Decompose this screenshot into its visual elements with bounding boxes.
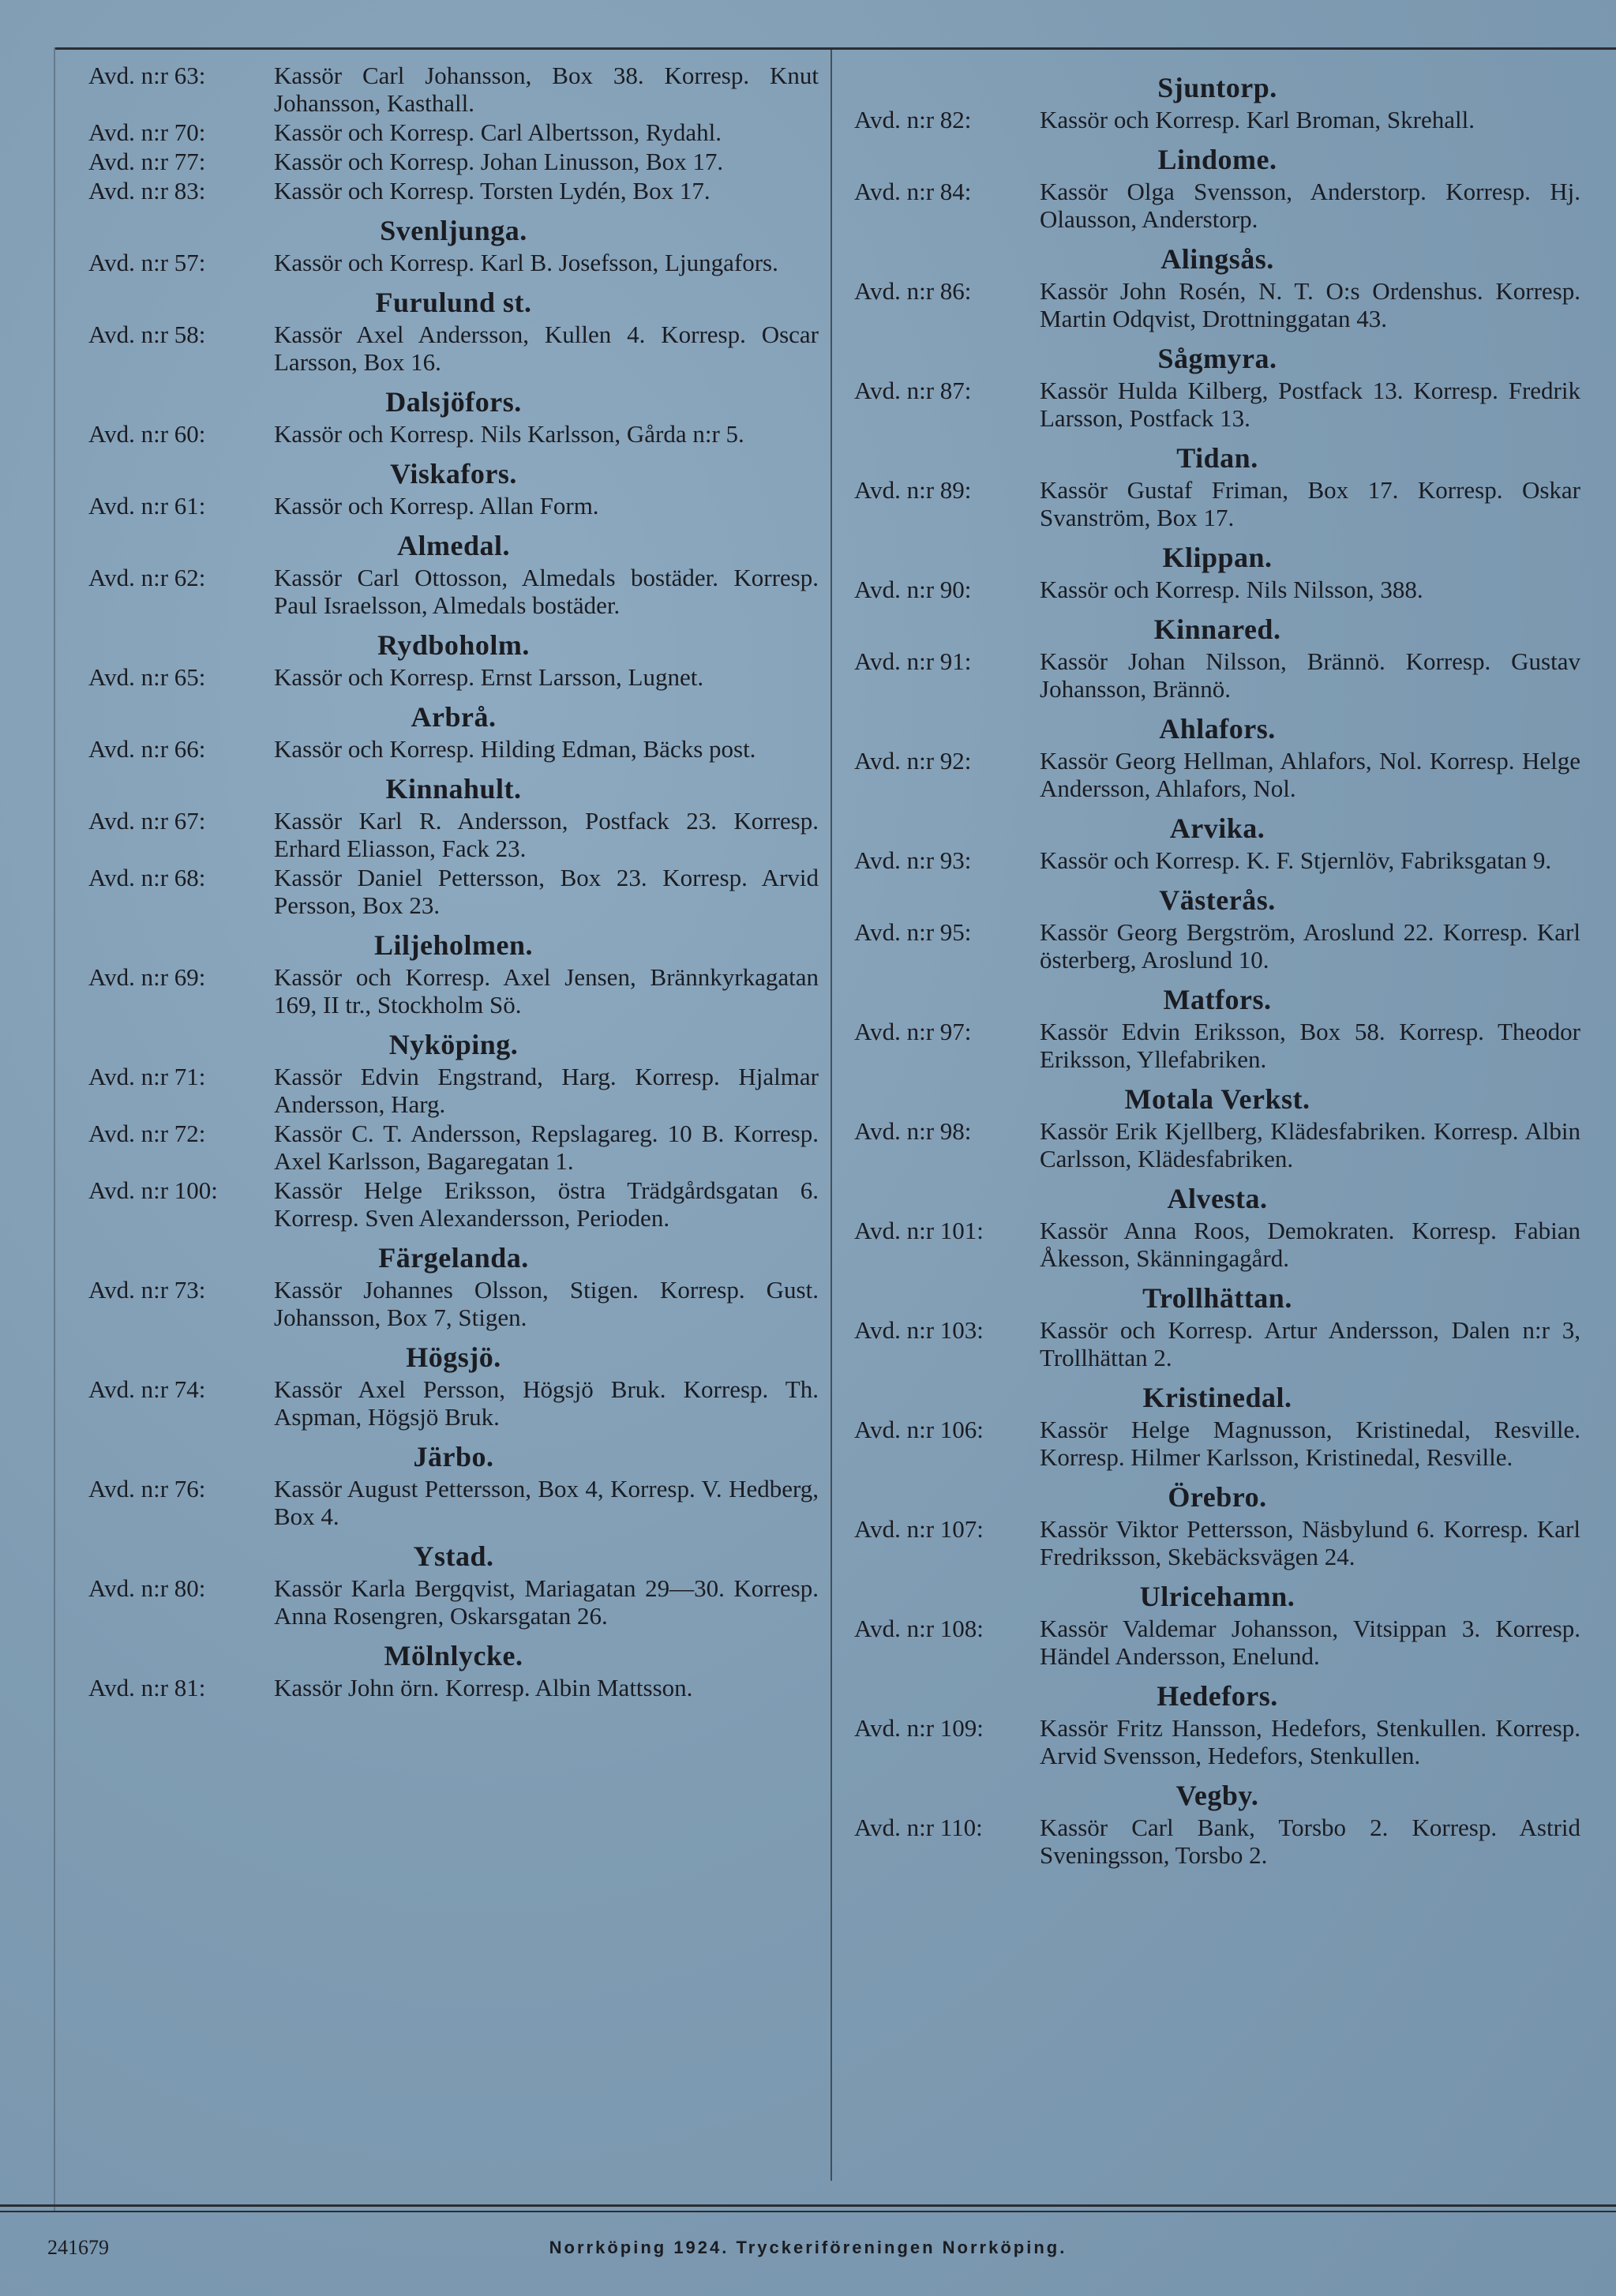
- branch-contacts: Kassör och Korresp. Torsten Lydén, Box 17.: [274, 177, 711, 204]
- branch-number: Avd. n:r 60:: [88, 420, 206, 448]
- branch-entry: [854, 476, 1580, 531]
- section-heading: Tidan.: [1176, 442, 1258, 474]
- branch-entry: [88, 963, 819, 1019]
- branch-entry: [854, 1714, 1580, 1769]
- section-heading: Rydboholm.: [377, 629, 530, 661]
- section-heading: Ulricehamn.: [1139, 1581, 1295, 1612]
- section-heading: Motala Verkst.: [1124, 1083, 1310, 1115]
- branch-contacts: Kassör Karla Bergqvist, Mariagatan 29—30. Korresp. Anna Rosengren, Oskarsgatan 26.: [274, 1574, 819, 1630]
- branch-entry: [854, 178, 1580, 233]
- branch-contacts: Kassör och Korresp. Ernst Larsson, Lugnet.: [274, 663, 704, 691]
- section-heading: Arbrå.: [411, 701, 497, 733]
- branch-number: Avd. n:r 95:: [854, 918, 972, 946]
- branch-entry: [88, 1674, 819, 1701]
- branch-contacts: Kassör och Korresp. Karl Broman, Skrehall.: [1040, 106, 1475, 133]
- branch-number: Avd. n:r 100:: [88, 1176, 218, 1204]
- branch-number: Avd. n:r 110:: [854, 1814, 983, 1841]
- branch-contacts: Kassör Johan Nilsson, Brännö. Korresp. Gustav Johansson, Brännö.: [1040, 647, 1580, 703]
- branch-entry: [854, 1316, 1580, 1371]
- branch-number: Avd. n:r 107:: [854, 1515, 984, 1543]
- branch-contacts: Kassör Georg Hellman, Ahlafors, Nol. Korresp. Helge Andersson, Ahlafors, Nol.: [1040, 747, 1580, 802]
- branch-contacts: Kassör C. T. Andersson, Repslagareg. 10 B. Korresp. Axel Karlsson, Bagaregatan 1.: [274, 1120, 819, 1175]
- branch-contacts: Kassör Fritz Hansson, Hedefors, Stenkullen. Korresp. Arvid Svensson, Hedefors, Stenkullen.: [1040, 1714, 1580, 1769]
- branch-number: Avd. n:r 101:: [854, 1217, 984, 1244]
- branch-contacts: Kassör Axel Persson, Högsjö Bruk. Korresp. Th. Aspman, Högsjö Bruk.: [274, 1375, 819, 1431]
- section-heading: Nyköping.: [388, 1029, 519, 1060]
- branch-entry: [854, 377, 1580, 432]
- branch-entry: [854, 918, 1580, 974]
- left-rule: [54, 47, 55, 2211]
- branch-entry: [854, 647, 1580, 703]
- section-heading: Liljeholmen.: [374, 929, 533, 961]
- branch-number: Avd. n:r 62:: [88, 564, 206, 591]
- branch-entry: [88, 118, 819, 146]
- branch-number: Avd. n:r 72:: [88, 1120, 206, 1147]
- section-heading: Kinnared.: [1153, 613, 1281, 645]
- branch-number: Avd. n:r 69:: [88, 963, 206, 991]
- branch-contacts: Kassör Carl Ottosson, Almedals bostäder. Korresp. Paul Israelsson, Almedals bostäder.: [274, 564, 819, 619]
- branch-contacts: Kassör och Korresp. Johan Linusson, Box 17.: [274, 148, 724, 175]
- branch-number: Avd. n:r 61:: [88, 492, 206, 520]
- branch-entry: [88, 1063, 819, 1118]
- section-heading: Västerås.: [1159, 884, 1276, 916]
- section-heading: Hedefors.: [1157, 1680, 1278, 1712]
- branch-entry: [854, 1018, 1580, 1073]
- branch-entry: [88, 1276, 819, 1331]
- top-rule: [55, 47, 1616, 50]
- branch-contacts: Kassör Anna Roos, Demokraten. Korresp. Fabian Åkesson, Skänningagård.: [1040, 1217, 1580, 1272]
- branch-number: Avd. n:r 70:: [88, 118, 206, 146]
- branch-number: Avd. n:r 74:: [88, 1375, 206, 1403]
- branch-contacts: Kassör Johannes Olsson, Stigen. Korresp. Gust. Johansson, Box 7, Stigen.: [274, 1276, 819, 1331]
- branch-contacts: Kassör och Korresp. Karl B. Josefsson, Ljungafors.: [274, 249, 778, 276]
- section-heading: Vegby.: [1175, 1780, 1259, 1811]
- section-heading: Almedal.: [397, 530, 510, 561]
- branch-entry: [854, 576, 1580, 603]
- branch-entry: [854, 1117, 1580, 1172]
- section-heading: Ahlafors.: [1159, 713, 1276, 745]
- branch-contacts: Kassör och Korresp. Artur Andersson, Dalen n:r 3, Trollhättan 2.: [1040, 1316, 1580, 1371]
- branch-entry: [854, 1615, 1580, 1670]
- branch-entry: [88, 492, 819, 520]
- branch-entry: [88, 1375, 819, 1431]
- branch-number: Avd. n:r 89:: [854, 476, 972, 504]
- branch-contacts: Kassör Valdemar Johansson, Vitsippan 3. Korresp. Händel Andersson, Enelund.: [1040, 1615, 1580, 1670]
- branch-number: Avd. n:r 91:: [854, 647, 972, 675]
- branch-contacts: Kassör Carl Bank, Torsbo 2. Korresp. Astrid Sveningsson, Torsbo 2.: [1040, 1814, 1580, 1869]
- branch-number: Avd. n:r 108:: [854, 1615, 984, 1642]
- section-heading: Kristinedal.: [1142, 1382, 1292, 1413]
- branch-number: Avd. n:r 81:: [88, 1674, 206, 1701]
- section-heading: Färgelanda.: [378, 1242, 529, 1274]
- branch-number: Avd. n:r 109:: [854, 1714, 984, 1742]
- section-heading: Alingsås.: [1160, 243, 1274, 275]
- branch-entry: [854, 277, 1580, 332]
- branch-entry: [88, 864, 819, 919]
- branch-contacts: Kassör och Korresp. Axel Jensen, Brännkyrkagatan 169, II tr., Stockholm Sö.: [274, 963, 819, 1019]
- section-heading: Lindome.: [1157, 144, 1277, 175]
- branch-contacts: Kassör Daniel Pettersson, Box 23. Korresp. Arvid Persson, Box 23.: [274, 864, 819, 919]
- print-code: 241679: [47, 2236, 109, 2259]
- branch-contacts: Kassör Georg Bergström, Aroslund 22. Korresp. Karl österberg, Aroslund 10.: [1040, 918, 1580, 974]
- branch-number: Avd. n:r 97:: [854, 1018, 972, 1045]
- branch-entry: [88, 420, 819, 448]
- branch-contacts: Kassör Viktor Pettersson, Näsbylund 6. Korresp. Karl Fredriksson, Skebäcksvägen 24.: [1040, 1515, 1580, 1570]
- left-column: [88, 62, 819, 1703]
- section-heading: Trollhättan.: [1142, 1282, 1292, 1314]
- branch-number: Avd. n:r 73:: [88, 1276, 206, 1304]
- branch-number: Avd. n:r 93:: [854, 846, 972, 874]
- section-heading: Svenljunga.: [380, 215, 527, 246]
- branch-contacts: Kassör Erik Kjellberg, Klädesfabriken. Korresp. Albin Carlsson, Klädesfabriken.: [1040, 1117, 1580, 1172]
- column-divider: [830, 49, 832, 2181]
- branch-number: Avd. n:r 76:: [88, 1475, 206, 1503]
- branch-contacts: Kassör John Rosén, N. T. O:s Ordenshus. Korresp. Martin Odqvist, Drottninggatan 43.: [1040, 277, 1580, 332]
- branch-number: Avd. n:r 98:: [854, 1117, 972, 1145]
- branch-contacts: Kassör Edvin Engstrand, Harg. Korresp. Hjalmar Andersson, Harg.: [274, 1063, 819, 1118]
- branch-entry: [88, 1176, 819, 1232]
- branch-entry: [854, 1515, 1580, 1570]
- bottom-rule-thin: [0, 2211, 1616, 2212]
- section-heading: Ystad.: [413, 1540, 494, 1572]
- branch-number: Avd. n:r 86:: [854, 277, 972, 305]
- branch-contacts: Kassör Olga Svensson, Anderstorp. Korresp. Hj. Olausson, Anderstorp.: [1040, 178, 1580, 233]
- branch-contacts: Kassör Axel Andersson, Kullen 4. Korresp. Oscar Larsson, Box 16.: [274, 321, 819, 376]
- branch-contacts: Kassör och Korresp. Hilding Edman, Bäcks post.: [274, 735, 756, 763]
- branch-entry: [854, 846, 1580, 874]
- branch-number: Avd. n:r 57:: [88, 249, 206, 276]
- branch-number: Avd. n:r 92:: [854, 747, 972, 775]
- branch-entry: [88, 663, 819, 691]
- branch-contacts: Kassör Helge Magnusson, Kristinedal, Resville. Korresp. Hilmer Karlsson, Kristinedal, Resville.: [1040, 1416, 1580, 1471]
- branch-contacts: Kassör och Korresp. Nils Nilsson, 388.: [1040, 576, 1423, 603]
- section-heading: Furulund st.: [375, 287, 532, 318]
- branch-entry: [88, 148, 819, 175]
- right-column: [854, 62, 1580, 1870]
- section-heading: Mölnlycke.: [384, 1640, 523, 1671]
- branch-contacts: Kassör och Korresp. K. F. Stjernlöv, Fabriksgatan 9.: [1040, 846, 1552, 874]
- section-heading: Viskafors.: [390, 458, 517, 490]
- printer-imprint: Norrköping 1924. Tryckeriföreningen Norrköping.: [549, 2238, 1067, 2257]
- branch-number: Avd. n:r 68:: [88, 864, 206, 891]
- branch-number: Avd. n:r 58:: [88, 321, 206, 348]
- branch-contacts: Kassör Carl Johansson, Box 38. Korresp. Knut Johansson, Kasthall.: [274, 62, 819, 117]
- branch-entry: [88, 807, 819, 862]
- branch-number: Avd. n:r 65:: [88, 663, 206, 691]
- branch-number: Avd. n:r 103:: [854, 1316, 984, 1344]
- branch-contacts: Kassör John örn. Korresp. Albin Mattsson.: [274, 1674, 693, 1701]
- branch-number: Avd. n:r 90:: [854, 576, 972, 603]
- branch-entry: [854, 747, 1580, 802]
- branch-contacts: Kassör och Korresp. Allan Form.: [274, 492, 599, 520]
- branch-number: Avd. n:r 77:: [88, 148, 206, 175]
- branch-number: Avd. n:r 84:: [854, 178, 972, 205]
- branch-number: Avd. n:r 67:: [88, 807, 206, 835]
- bottom-rule: [0, 2204, 1616, 2207]
- section-heading: Örebro.: [1168, 1481, 1267, 1513]
- branch-number: Avd. n:r 71:: [88, 1063, 206, 1090]
- branch-entry: [88, 1574, 819, 1630]
- branch-number: Avd. n:r 66:: [88, 735, 206, 763]
- branch-entry: [88, 62, 819, 117]
- branch-number: Avd. n:r 80:: [88, 1574, 206, 1602]
- branch-contacts: Kassör Hulda Kilberg, Postfack 13. Korresp. Fredrik Larsson, Postfack 13.: [1040, 377, 1580, 432]
- branch-contacts: Kassör Helge Eriksson, östra Trädgårdsgatan 6. Korresp. Sven Alexandersson, Perioden.: [274, 1176, 819, 1232]
- branch-contacts: Kassör Karl R. Andersson, Postfack 23. Korresp. Erhard Eliasson, Fack 23.: [274, 807, 819, 862]
- branch-entry: [88, 1120, 819, 1175]
- branch-contacts: Kassör August Pettersson, Box 4, Korresp. V. Hedberg, Box 4.: [274, 1475, 819, 1530]
- section-heading: Kinnahult.: [385, 773, 522, 805]
- section-heading: Sjuntorp.: [1157, 72, 1277, 103]
- branch-number: Avd. n:r 83:: [88, 177, 206, 204]
- branch-number: Avd. n:r 87:: [854, 377, 972, 404]
- branch-contacts: Kassör Gustaf Friman, Box 17. Korresp. Oskar Svanström, Box 17.: [1040, 476, 1580, 531]
- section-heading: Dalsjöfors.: [385, 386, 522, 418]
- branch-entry: [854, 106, 1580, 133]
- section-heading: Järbo.: [413, 1441, 494, 1473]
- branch-contacts: Kassör och Korresp. Carl Albertsson, Rydahl.: [274, 118, 722, 146]
- branch-entry: [88, 564, 819, 619]
- branch-entry: [88, 177, 819, 204]
- branch-number: Avd. n:r 82:: [854, 106, 972, 133]
- branch-entry: [88, 321, 819, 376]
- branch-entry: [854, 1814, 1580, 1869]
- branch-entry: [88, 1475, 819, 1530]
- section-heading: Alvesta.: [1167, 1183, 1268, 1214]
- branch-entry: [88, 249, 819, 276]
- branch-entry: [88, 735, 819, 763]
- section-heading: Arvika.: [1169, 812, 1265, 844]
- branch-number: Avd. n:r 63:: [88, 62, 206, 89]
- section-heading: Sågmyra.: [1157, 343, 1277, 374]
- branch-entry: [854, 1416, 1580, 1471]
- branch-contacts: Kassör Edvin Eriksson, Box 58. Korresp. Theodor Eriksson, Yllefabriken.: [1040, 1018, 1580, 1073]
- section-heading: Högsjö.: [406, 1341, 501, 1373]
- section-heading: Klippan.: [1162, 542, 1273, 573]
- branch-number: Avd. n:r 106:: [854, 1416, 984, 1443]
- branch-entry: [854, 1217, 1580, 1272]
- section-heading: Matfors.: [1163, 984, 1272, 1015]
- branch-contacts: Kassör och Korresp. Nils Karlsson, Gårda n:r 5.: [274, 420, 744, 448]
